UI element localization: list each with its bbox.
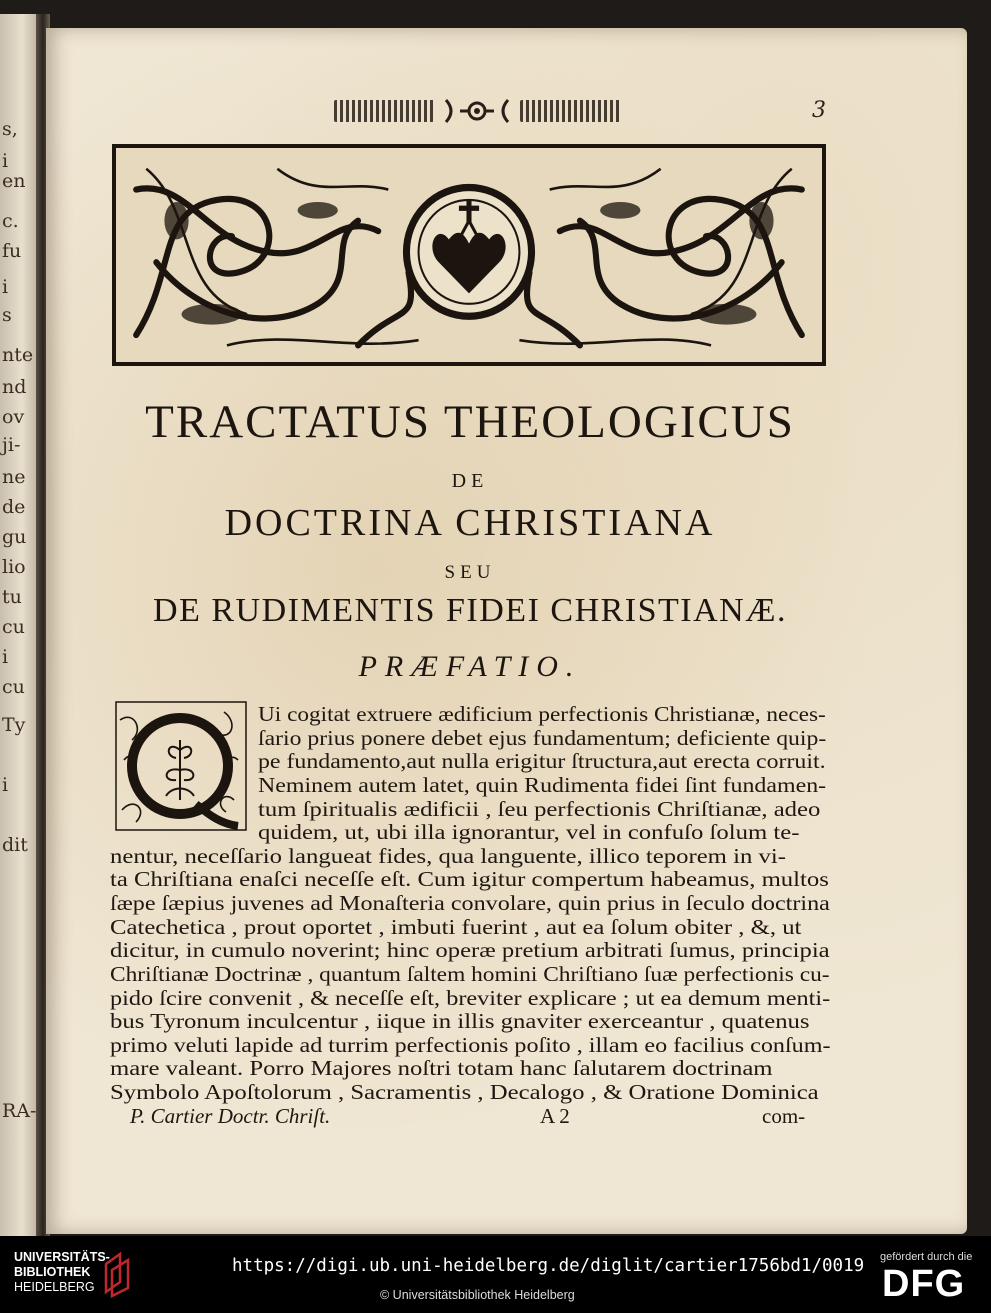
page-number: 3 (812, 98, 826, 123)
library-line3: HEIDELBERG (14, 1280, 95, 1294)
library-line1: UNIVERSITÄTS- (14, 1250, 110, 1264)
body-text-line: pido ſcire convenit , & neceſſe eſt, breviter explicare ; ut ea demum menti- (110, 985, 831, 1010)
body-text-line: nentur, neceſſario langueat fides, qua languente, illico teporem in vi- (110, 843, 786, 868)
title-seu: SEU (444, 562, 496, 583)
left-page-fragment: dit (2, 834, 28, 856)
library-logo-text[interactable] (14, 1250, 110, 1295)
copyright-text: © Universitätsbibliothek Heidelberg (380, 1288, 575, 1302)
left-page-fragment: s, (2, 118, 18, 140)
left-page-fragment: s (2, 304, 12, 326)
left-page-fragment: cu (2, 616, 25, 638)
left-page-fragment: lio (2, 556, 26, 578)
body-text-line: pe fundamento,aut nulla erigitur ſtructura,aut erecta corruit. (258, 749, 826, 774)
library-logo-icon[interactable] (102, 1252, 134, 1298)
ornament-right-icon (520, 100, 620, 122)
title-de: DE (451, 470, 489, 492)
body-text-line: Chriſtianæ Doctrinæ , quantum ſaltem homini Chriſtiano ſuæ perfectionis cu- (110, 961, 830, 986)
catchword: com- (762, 1104, 806, 1128)
body-text-line: Symbolo Apoſtolorum , Sacramentis , Decalogo , & Oratione Dominica (110, 1080, 819, 1104)
body-text-line: ta Chriſtiana enaſci neceſſe eſt. Cum igitur compertum habeamus, multos (110, 867, 829, 892)
library-line2: BIBLIOTHEK (14, 1265, 91, 1279)
left-page-fragment: ne (2, 466, 26, 488)
dropcap-q-icon (114, 700, 248, 832)
body-text-line: primo veluti lapide ad turrim perfectionis poſito , illam eo facilius conſum- (110, 1032, 831, 1057)
ornament-row (334, 96, 620, 126)
left-page-sliver (0, 14, 40, 1236)
main-title: TRACTATUS THEOLOGICUS (145, 396, 795, 448)
engraved-headpiece (112, 144, 826, 366)
printer-signature: P. Cartier Doctr. Chriſt. (130, 1104, 331, 1128)
subject-title: DOCTRINA CHRISTIANA (224, 502, 716, 544)
ornament-left-icon (334, 100, 434, 122)
section-heading: PRÆFATIO. (358, 650, 582, 683)
permalink-url[interactable]: https://digi.ub.uni-heidelberg.de/diglit/cartier1756bd1/0019 (232, 1256, 865, 1276)
left-page-fragment: nte (2, 344, 34, 366)
body-text-line: dicitur, in cumulo noverint; hinc operæ pretium arbitrati ſumus, principia (110, 938, 830, 963)
body-text-line: Catechetica , prout oportet , imbuti fuerint , aut ea ſolum obiter , &, ut (110, 914, 802, 939)
left-page-fragment: ov (2, 406, 25, 428)
body-text-line: tum ſpiritualis ædificii , ſeu perfectionis Chriſtianæ, adeo (258, 796, 821, 821)
alternate-title: DE RUDIMENTIS FIDEI CHRISTIANÆ. (153, 592, 787, 629)
body-text-line: ſario prius ponere debet ejus fundamentum; deficiente quip- (258, 725, 827, 750)
left-page-fragment: fu (2, 240, 22, 262)
left-page-fragment: cu (2, 676, 25, 698)
body-text-line: Neminem autem latet, quin Rudimenta fidei ſint fundamen- (258, 772, 827, 797)
body-text-line: bus Tyronum inculcentur , iique in illis gnaviter exerceantur , quatenus (110, 1009, 810, 1034)
signature-mark: A 2 (540, 1104, 570, 1128)
funded-by-text: gefördert durch die (880, 1251, 973, 1263)
left-page-fragment: ji- (2, 434, 21, 456)
left-page-fragment: nd (2, 376, 27, 398)
left-page-fragment: Ty (2, 714, 26, 736)
left-page-fragment: i (2, 150, 9, 172)
body-text-line: Ui cogitat extruere ædificium perfectionis Christianæ, neces- (258, 702, 826, 726)
left-page-fragment: c. (2, 210, 19, 232)
body-text-line: mare valeant. Porro Majores noſtri totam hanc ſalutarem doctrinam (110, 1056, 773, 1081)
left-page-fragment: i (2, 276, 9, 298)
left-page-fragment: en (2, 170, 26, 192)
left-page-fragment: de (2, 496, 26, 518)
left-page-fragment: i (2, 646, 9, 668)
sacred-heart-ornament-icon (116, 148, 822, 362)
body-text-line: quidem, ut, ubi illa ignorantur, vel in confuſo ſolum te- (258, 820, 800, 845)
ornament-center-icon (442, 98, 512, 124)
dfg-logo[interactable]: DFG (882, 1263, 966, 1305)
left-page-fragment: i (2, 774, 9, 796)
left-page-fragment: RA- (2, 1100, 37, 1122)
left-page-fragment: tu (2, 586, 22, 608)
left-page-fragment: gu (2, 526, 27, 548)
body-text-line: ſæpe ſæpius juvenes ad Monaſteria convolare, quin prius in ſeculo doctrina (110, 891, 830, 915)
